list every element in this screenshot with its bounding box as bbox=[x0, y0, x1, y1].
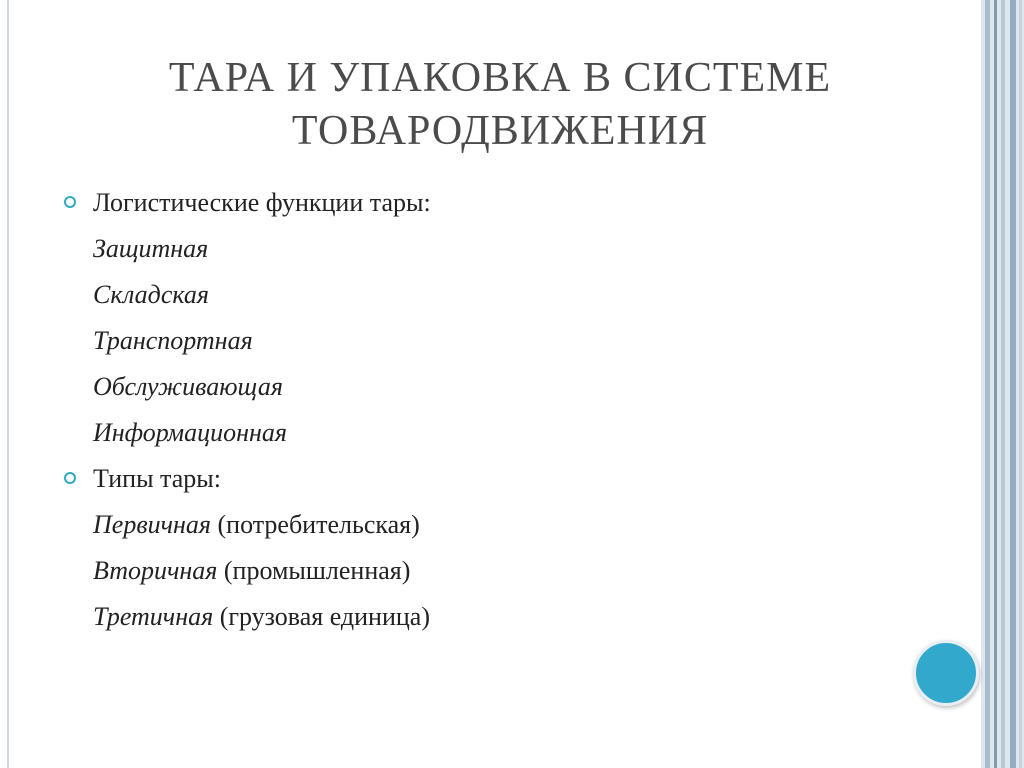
list-item-emphasis: Защитная bbox=[93, 234, 209, 263]
stripe bbox=[1001, 0, 1005, 768]
section-heading: Типы тары: bbox=[93, 464, 221, 493]
list-item-emphasis: Транспортная bbox=[93, 326, 253, 355]
list-item bbox=[93, 548, 824, 594]
stripe bbox=[994, 0, 997, 768]
list-item bbox=[93, 594, 824, 640]
list-item bbox=[93, 272, 824, 318]
list-item-emphasis: Информационная bbox=[93, 418, 287, 447]
slide-title-line-2: ТОВАРОДВИЖЕНИЯ bbox=[291, 108, 709, 154]
stripe bbox=[985, 0, 990, 768]
list-item bbox=[93, 318, 824, 364]
list-item bbox=[93, 410, 824, 456]
slide-content bbox=[64, 180, 824, 640]
stripe bbox=[1010, 0, 1016, 768]
slide-title bbox=[100, 52, 900, 158]
decorative-circle-icon bbox=[913, 640, 979, 706]
stripe bbox=[1019, 0, 1022, 768]
slide-title-line-1: ТАРА И УПАКОВКА В СИСТЕМЕ bbox=[168, 55, 832, 101]
list-item-emphasis: Вторичная bbox=[93, 556, 218, 585]
section-heading: Логистические функции тары: bbox=[93, 188, 431, 217]
decorative-stripes bbox=[981, 0, 1024, 768]
list-item-emphasis: Первичная bbox=[93, 510, 211, 539]
list-item-emphasis: Складская bbox=[93, 280, 209, 309]
list-item bbox=[93, 226, 824, 272]
list-item bbox=[93, 364, 824, 410]
section-logistic-functions bbox=[64, 180, 824, 456]
section-container-types bbox=[64, 456, 824, 640]
list-item-emphasis: Обслуживающая bbox=[93, 372, 283, 401]
list-item-text: (промышленная) bbox=[217, 556, 411, 585]
list-item-emphasis: Третичная bbox=[93, 602, 214, 631]
list-item-text: (грузовая единица) bbox=[213, 602, 430, 631]
list-item bbox=[93, 502, 824, 548]
list-item-text: (потребительская) bbox=[211, 510, 420, 539]
circle-bullet-icon bbox=[64, 196, 76, 208]
circle-bullet-icon bbox=[64, 472, 76, 484]
